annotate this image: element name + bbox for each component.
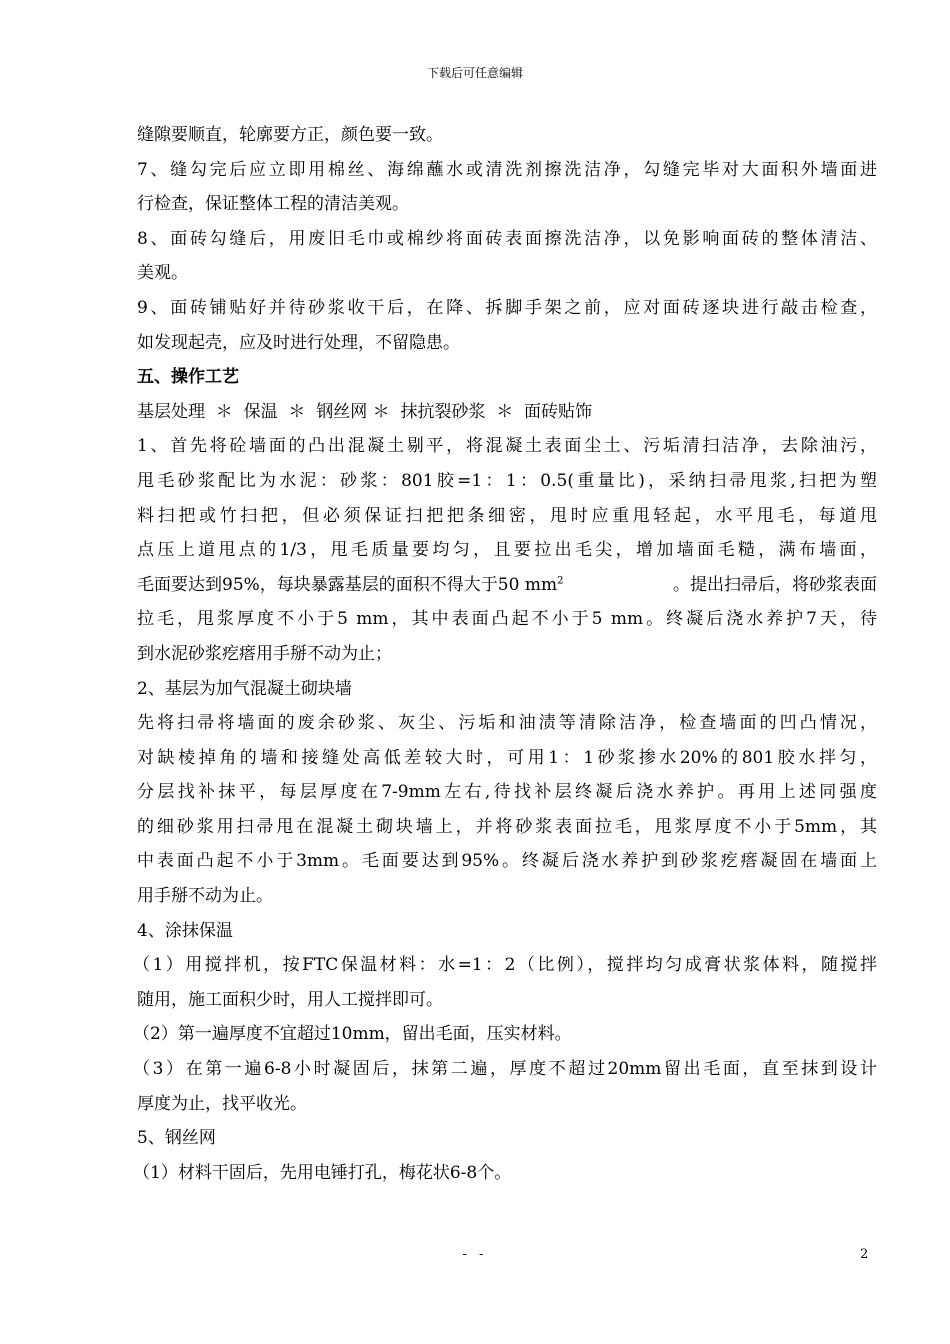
page-header-note: 下载后可任意编辑 <box>426 66 523 80</box>
text-line: 甩毛砂浆配比为水泥：砂浆：801胶=1：1：0.5(重量比)，采纳扫帚甩浆,扫把为塑 <box>137 470 877 491</box>
text-line: 用手掰不动为止。 <box>137 886 273 907</box>
text-line: 厚度为止，找平收光。 <box>137 1093 307 1114</box>
process-flow-line: 基层处理 ＊ 保温 ＊ 钢丝网 ＊ 抹抗裂砂浆 ＊ 面砖贴饰 <box>137 401 593 422</box>
subsection-title: 4、涂抹保温 <box>137 920 233 941</box>
text-line: 美观。 <box>137 263 188 284</box>
text-line: 分层找补抹平，每层厚度在7-9mm左右,待找补层终凝后浇水养护。再用上述同强度 <box>137 782 877 803</box>
superscript: 2 <box>557 575 564 587</box>
text-line: 1、首先将砼墙面的凸出混凝土剔平，将混凝土表面尘土、污垢清扫洁净，去除油污， <box>137 436 877 457</box>
text-line: 行检查，保证整体工程的清洁美观。 <box>137 194 409 215</box>
text-line: （3）在第一遍6-8小时凝固后，抹第二遍，厚度不超过20mm留出毛面，直至抹到设计 <box>133 1059 877 1080</box>
page-number: 2 <box>860 1247 869 1262</box>
text-line: 随用，施工面积少时，用人工搅拌即可。 <box>137 989 443 1010</box>
subsection-title: 5、钢丝网 <box>137 1128 216 1149</box>
text-line: 9、面砖铺贴好并待砂浆收干后，在降、拆脚手架之前，应对面砖逐块进行敲击检查， <box>137 297 877 318</box>
section-heading: 五、操作工艺 <box>137 367 239 388</box>
text-line-with-superscript <box>137 568 877 603</box>
text-line: 料扫把或竹扫把，但必须保证扫把把条细密，甩时应重甩轻起，水平甩毛，每道甩 <box>137 505 877 526</box>
text-line: 的细砂浆用扫帚甩在混凝土砌块墙上，并将砂浆表面拉毛，甩浆厚度不小于5mm，其 <box>137 816 877 837</box>
text-line: （1）用搅拌机，按FTC保温材料：水=1：2（比例），搅拌均匀成膏状浆体料，随搅拌 <box>133 955 877 976</box>
text-line: （1）材料干固后，先用电锤打孔，梅花状6-8个。 <box>133 1162 512 1183</box>
text-line: 对缺棱掉角的墙和接缝处高低差较大时，可用1：1砂浆掺水20%的801胶水拌匀， <box>137 747 877 768</box>
text-line: 先将扫帚将墙面的废余砂浆、灰尘、污垢和油渍等清除洁净，检查墙面的凹凸情况， <box>137 713 877 734</box>
text-line: 到水泥砂浆疙瘩用手掰不动为止； <box>137 643 392 664</box>
text-line: 中表面凸起不小于3mm。毛面要达到95%。终凝后浇水养护到砂浆疙瘩凝固在墙面上 <box>137 851 877 872</box>
text-line: 拉毛，甩浆厚度不小于5 mm，其中表面凸起不小于5 mm。终凝后浇水养护7天，待 <box>137 609 877 630</box>
footer-mark: - - <box>462 1247 488 1262</box>
subsection-title: 2、基层为加气混凝土砌块墙 <box>137 678 352 699</box>
text-line: 7、缝勾完后应立即用棉丝、海绵蘸水或清洗剂擦洗洁净，勾缝完毕对大面积外墙面进 <box>137 159 877 180</box>
text-segment: 毛面要达到95%，每块暴露基层的面积不得大于50 mm <box>137 574 558 595</box>
text-line: 缝隙要顺直，轮廓要方正，颜色要一致。 <box>137 125 443 145</box>
text-line: （2）第一遍厚度不宜超过10mm，留出毛面，压实材料。 <box>133 1024 572 1045</box>
text-line: 8、面砖勾缝后，用废旧毛巾或棉纱将面砖表面擦洗洁净，以免影响面砖的整体清洁、 <box>137 228 877 249</box>
text-segment: 。提出扫帚后，将砂浆表面 <box>673 574 877 595</box>
text-line: 点压上道甩点的1/3，甩毛质量要均匀，且要拉出毛尖，增加墙面毛糙，满布墙面， <box>137 540 877 561</box>
document-body <box>133 118 877 1190</box>
text-line: 如发现起壳，应及时进行处理，不留隐患。 <box>137 332 460 353</box>
